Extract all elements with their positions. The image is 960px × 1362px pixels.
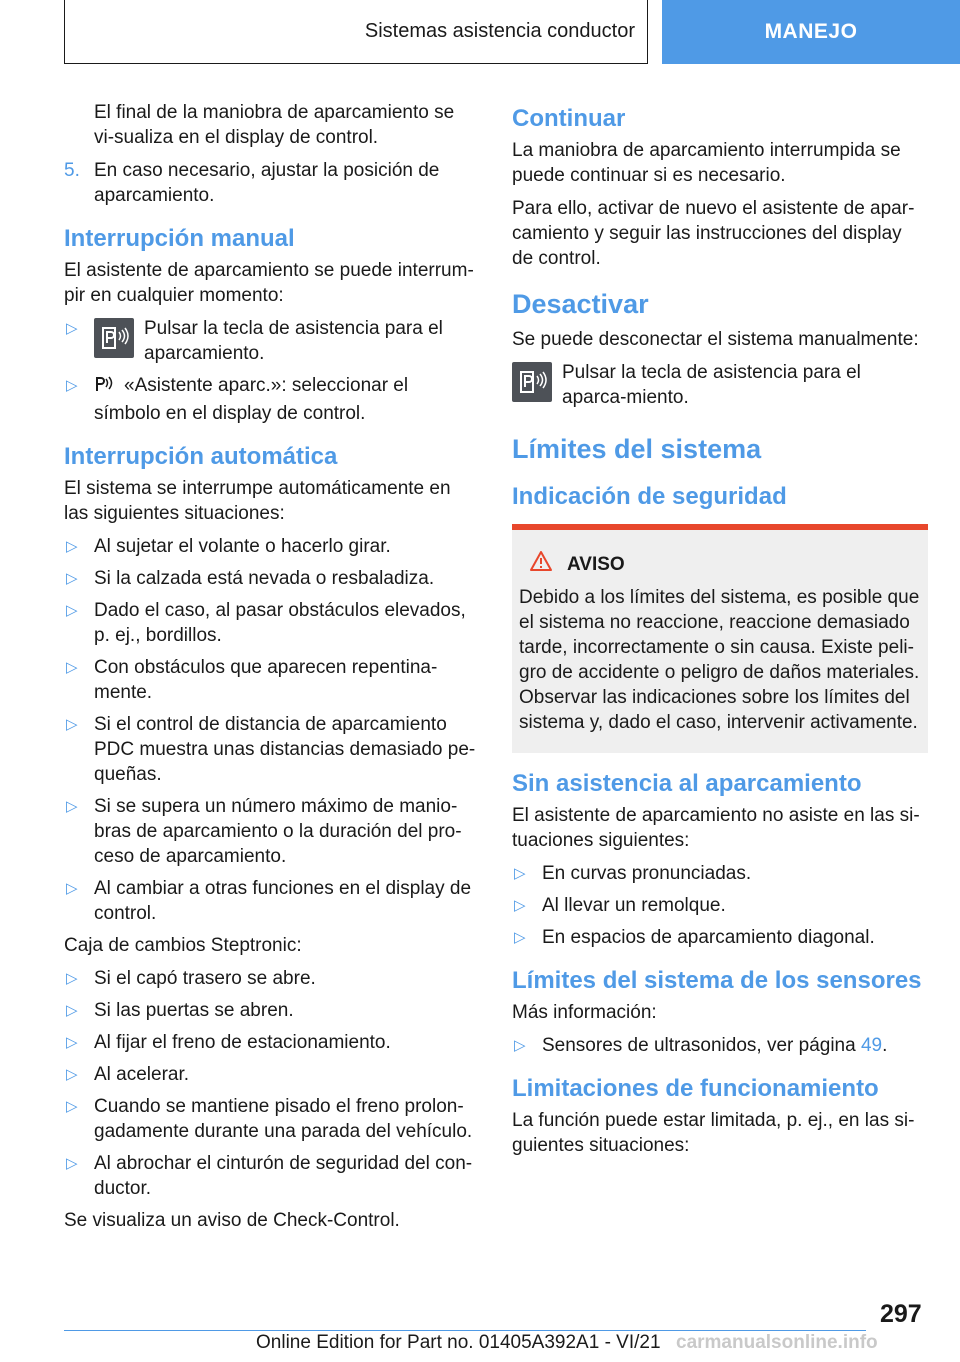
bullet-icon: ▷ [66,570,78,587]
steptronic-label: Caja de cambios Steptronic: [64,935,302,956]
bullet-icon: ▷ [66,1155,78,1172]
list-item-text: Pulsar la tecla de asistencia para el aparcamiento. [144,318,443,364]
list-item-text: En espacios de aparcamiento diagonal. [542,927,875,948]
list-item [64,655,476,705]
list-item-text: Al sujetar el volante o hacerlo girar. [94,536,391,557]
list-item [64,373,476,426]
intro-text: El final de la maniobra de aparcamiento se vi-sualiza en el display de control. [94,102,455,148]
limitations-title: Limitaciones de funcionamiento [512,1075,879,1102]
deactivate-text: Se puede desconectar el sistema manualmente: [512,329,919,350]
bullet-icon: ▷ [66,1034,78,1051]
page-number: 297 [880,1300,922,1328]
bullet-icon: ▷ [66,602,78,619]
list-item [64,998,476,1023]
steptronic-list [64,966,476,1201]
list-item-text: Si la calzada está nevada o resbaladiza. [94,568,435,589]
deactivate-item [512,360,928,410]
sensor-limits-text: Más información: [512,1002,657,1023]
step-text: En caso necesario, ajustar la posición de aparcamiento. [94,160,440,206]
system-limits-title: Límites del sistema [512,434,762,464]
list-item-text: Si las puertas se abren. [94,1000,294,1021]
list-item [512,861,928,886]
page-link[interactable]: 49 [860,1035,883,1056]
no-assist-title: Sin asistencia al aparcamiento [512,770,862,797]
step-5 [64,158,476,208]
bullet-icon: ▷ [66,1066,78,1083]
automatic-list [64,534,476,926]
bullet-icon: ▷ [514,1037,526,1054]
header-chapter-title: MANEJO [764,20,858,43]
continue-title: Continuar [512,105,626,132]
deactivate-item-text: Pulsar la tecla de asistencia para el aparca-miento. [562,362,861,408]
list-item [64,1030,476,1055]
list-item-text: Cuando se mantiene pisado el freno prolon-gadamente durante una parada del vehículo. [94,1096,473,1142]
footer-edition: Online Edition for Part no. 01405A392A1 - VI/21 [256,1332,661,1353]
bullet-icon: ▷ [66,538,78,555]
bullet-icon: ▷ [66,320,78,337]
safety-title: Indicación de seguridad [512,483,787,510]
no-assist-text: El asistente de aparcamiento no asiste en las si-tuaciones siguientes: [512,805,920,851]
header-section [64,0,648,64]
list-item-text: Si se supera un número máximo de manio-bras de aparcamiento o la duración del pro-ceso de aparcamiento. [94,796,462,867]
list-item-text: Dado el caso, al pasar obstáculos elevados, p. ej., bordillos. [94,600,466,646]
automatic-interruption-text: El sistema se interrumpe automáticamente en las siguientes situaciones: [64,478,451,524]
warning-label: AVISO [567,554,625,575]
list-item-text: Al cambiar a otras funciones en el display de control. [94,878,472,924]
bullet-icon: ▷ [66,970,78,987]
list-item-text: Sensores de ultrasonidos, ver página [542,1035,856,1056]
bullet-icon: ▷ [66,659,78,676]
list-item [64,1094,476,1144]
list-item-text: Al fijar el freno de estacionamiento. [94,1032,391,1053]
list-item [64,316,476,366]
step-number: 5. [64,160,80,181]
bullet-icon: ▷ [66,1098,78,1115]
warning-text: Debido a los límites del sistema, es posible que el sistema no reaccione, reaccione demasiado tarde, incorrectamente o sin causa. Existe peli-gro de accidente o peligro de daños materiales. Observar las indicaciones sobre los límites del sistema y, dado el caso, intervenir activamente. [519,587,920,733]
bullet-icon: ▷ [66,716,78,733]
continue-text-2: Para ello, activar de nuevo el asistente de apar-camiento y seguir las instrucciones del display de control. [512,198,915,269]
list-item-text: «Asistente aparc.»: seleccionar el símbolo en el display de control. [94,375,409,424]
list-item [64,966,476,991]
list-item [64,876,476,926]
list-item [512,1033,928,1058]
bullet-icon: ▷ [514,897,526,914]
footer-divider [64,1330,866,1331]
list-item-text: Con obstáculos que aparecen repentina-mente. [94,657,438,703]
warning-triangle-icon [529,550,567,579]
bullet-icon: ▷ [514,865,526,882]
right-column [512,100,928,1166]
bullet-icon: ▷ [66,1002,78,1019]
bullet-icon: ▷ [66,377,78,394]
list-item [64,712,476,787]
warning-box [512,524,928,753]
park-assist-icon [94,318,134,358]
bullet-icon: ▷ [514,929,526,946]
bullet-icon: ▷ [66,798,78,815]
manual-interruption-text: El asistente de aparcamiento se puede interrum-pir en cualquier momento: [64,260,474,306]
park-assist-symbol-icon [94,374,116,401]
check-control-text: Se visualiza un aviso de Check-Control. [64,1210,400,1231]
header-section-title: Sistemas asistencia conductor [364,20,635,42]
list-item [512,893,928,918]
watermark: carmanualsonline.info [676,1332,878,1353]
park-assist-icon [512,362,552,402]
list-item [64,1151,476,1201]
left-column [64,100,476,1241]
sensor-limits-title: Límites del sistema de los sensores [512,967,922,994]
bullet-icon: ▷ [66,880,78,897]
list-item [64,794,476,869]
continue-text-1: La maniobra de aparcamiento interrumpida se puede continuar si es necesario. [512,140,901,186]
list-item [64,534,476,559]
list-item-text: Si el capó trasero se abre. [94,968,316,989]
limitations-text: La función puede estar limitada, p. ej., en las si-guientes situaciones: [512,1110,915,1156]
list-item [64,598,476,648]
list-item-text: Si el control de distancia de aparcamiento PDC muestra unas distancias demasiado pe-queñas. [94,714,476,785]
manual-interruption-title: Interrupción manual [64,225,295,252]
list-item [512,925,928,950]
list-item [64,566,476,591]
list-item-text: Al acelerar. [94,1064,190,1085]
list-item-text: Al abrochar el cinturón de seguridad del con-ductor. [94,1153,473,1199]
list-item-text: Al llevar un remolque. [542,895,726,916]
automatic-interruption-title: Interrupción automática [64,443,338,470]
list-item-suffix: . [882,1035,888,1056]
deactivate-title: Desactivar [512,289,649,319]
header-chapter-tab [662,0,960,64]
list-item-text: En curvas pronunciadas. [542,863,752,884]
warning-header [519,550,922,579]
list-item [64,1062,476,1087]
